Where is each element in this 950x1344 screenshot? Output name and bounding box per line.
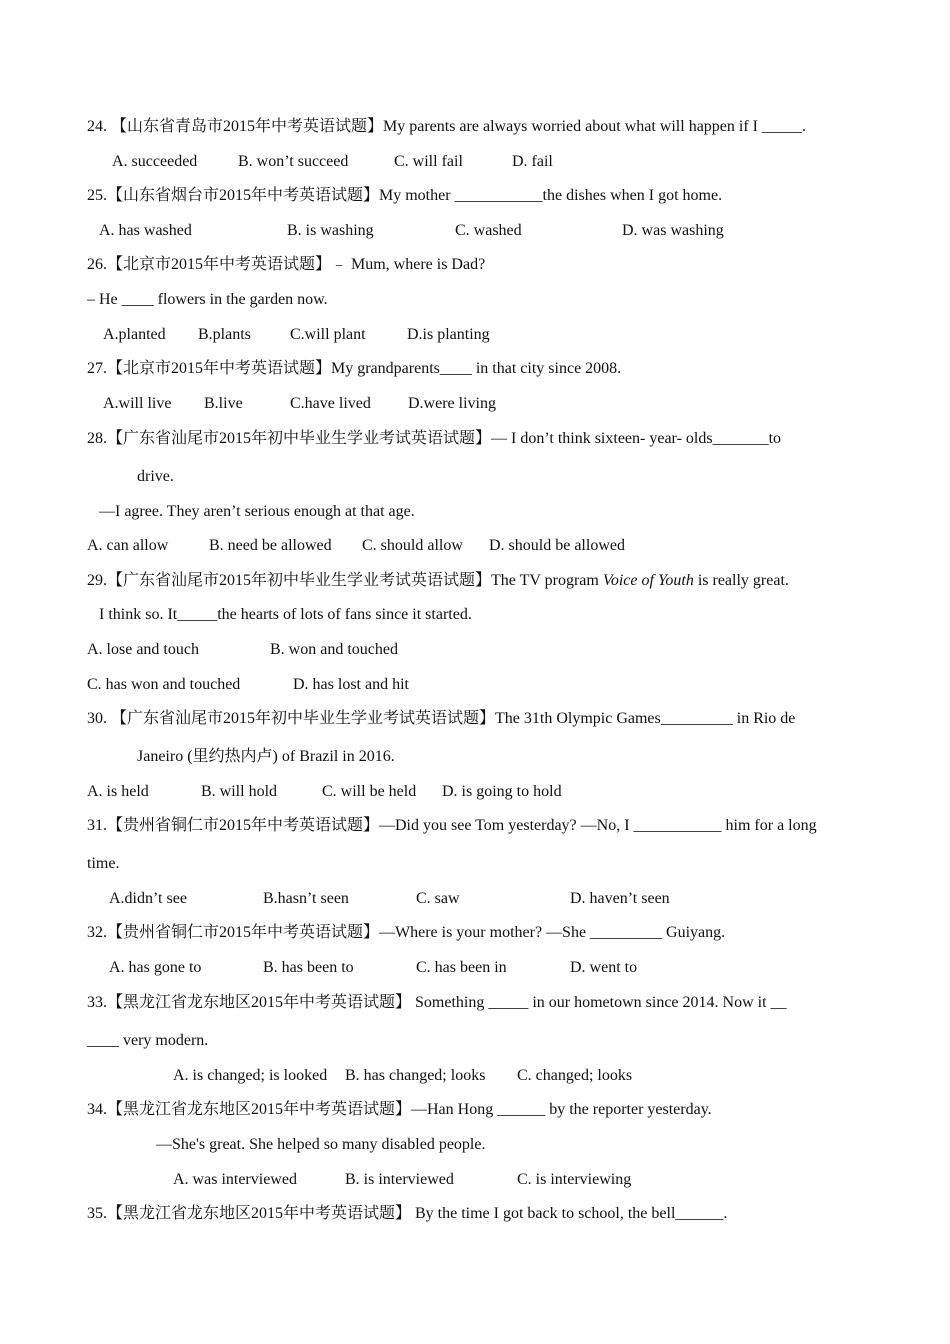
option-d: D.were living (408, 395, 496, 412)
option-c: C. saw (416, 890, 460, 907)
option-b: B. won and touched (270, 641, 398, 658)
question-28-line-3: —I agree. They aren’t serious enough at that age. (99, 503, 415, 520)
question-28-line-2: drive. (137, 468, 174, 485)
option-c: C. should allow (362, 537, 463, 554)
option-a: A. succeeded (112, 153, 198, 170)
option-b: B. has changed; looks (345, 1067, 486, 1084)
option-a: A. is changed; is looked (173, 1067, 328, 1084)
option-a: A.will live (103, 395, 172, 412)
option-a: A. has gone to (109, 959, 202, 976)
option-b: B. need be allowed (209, 537, 332, 554)
question-30: 30. 【广东省汕尾市2015年初中毕业生学业考试英语试题】The 31th Olympic Games_________ in Rio de (87, 710, 796, 727)
option-b: B.live (204, 395, 243, 412)
option-a: A. can allow (87, 537, 169, 554)
question-25: 25.【山东省烟台市2015年中考英语试题】My mother ___________the dishes when I got home. (87, 187, 723, 204)
option-c: C. changed; looks (517, 1067, 633, 1084)
option-c: C. will be held (322, 783, 417, 800)
question-31: 31.【贵州省铜仁市2015年中考英语试题】—Did you see Tom yesterday? —No, I ___________ him for a long (87, 817, 817, 834)
option-b: B. will hold (201, 783, 278, 800)
option-c: C. will fail (394, 153, 463, 170)
question-29-text-end: is really great. (693, 572, 789, 589)
question-28: 28.【广东省汕尾市2015年初中毕业生学业考试英语试题】— I don’t think sixteen- year- olds_______to (87, 430, 782, 447)
question-30-line-2: Janeiro (里约热内卢) of Brazil in 2016. (137, 748, 395, 765)
option-a: A.planted (103, 326, 166, 343)
question-29 (87, 571, 789, 591)
question-33-line-2: ____ very modern. (87, 1032, 209, 1049)
option-a: A. has washed (99, 222, 192, 239)
question-26-line-2: – He ____ flowers in the garden now. (87, 291, 328, 308)
option-d: D.is planting (407, 326, 490, 343)
program-title: Voice of Youth (602, 572, 694, 589)
question-29-line-2: I think so. It_____the hearts of lots of fans since it started. (99, 606, 472, 623)
question-26: 26.【北京市2015年中考英语试题】﹣ Mum, where is Dad? (87, 256, 486, 273)
option-d: D. was washing (622, 222, 724, 239)
option-b: B.hasn’t seen (263, 890, 349, 907)
question-32: 32.【贵州省铜仁市2015年中考英语试题】—Where is your mother? —She _________ Guiyang. (87, 924, 726, 941)
option-c: C.will plant (290, 326, 366, 343)
question-24: 24. 【山东省青岛市2015年中考英语试题】My parents are always worried about what will happen if I _____. (87, 118, 806, 135)
option-c: C. washed (455, 222, 522, 239)
question-29-text: 29.【广东省汕尾市2015年初中毕业生学业考试英语试题】The TV program (87, 572, 603, 589)
question-35: 35.【黑龙江省龙东地区2015年中考英语试题】 By the time I got back to school, the bell______. (87, 1205, 728, 1222)
question-34: 34.【黑龙江省龙东地区2015年中考英语试题】—Han Hong ______ by the reporter yesterday. (87, 1101, 712, 1118)
option-d: D. haven’t seen (570, 890, 670, 907)
question-33: 33.【黑龙江省龙东地区2015年中考英语试题】 Something _____ in our hometown since 2014. Now it __ (87, 994, 787, 1011)
option-b: B.plants (198, 326, 251, 343)
option-b: B. won’t succeed (238, 153, 349, 170)
option-a: A. was interviewed (173, 1171, 297, 1188)
option-a: A.didn’t see (109, 890, 187, 907)
option-c: C. is interviewing (517, 1171, 632, 1188)
question-31-line-2: time. (87, 855, 120, 872)
option-c: C. has been in (416, 959, 507, 976)
option-d: D. should be allowed (489, 537, 625, 554)
option-c: C.have lived (290, 395, 371, 412)
option-d: D. fail (512, 153, 553, 170)
option-b: B. is washing (287, 222, 374, 239)
option-b: B. is interviewed (345, 1171, 454, 1188)
option-c: C. has won and touched (87, 676, 241, 693)
option-d: D. went to (570, 959, 638, 976)
question-27: 27.【北京市2015年中考英语试题】My grandparents____ in that city since 2008. (87, 360, 622, 377)
option-d: D. has lost and hit (293, 676, 409, 693)
question-34-line-2: —She's great. She helped so many disabled people. (156, 1136, 486, 1153)
option-a: A. is held (87, 783, 149, 800)
option-b: B. has been to (263, 959, 354, 976)
option-a: A. lose and touch (87, 641, 199, 658)
option-d: D. is going to hold (442, 783, 562, 800)
